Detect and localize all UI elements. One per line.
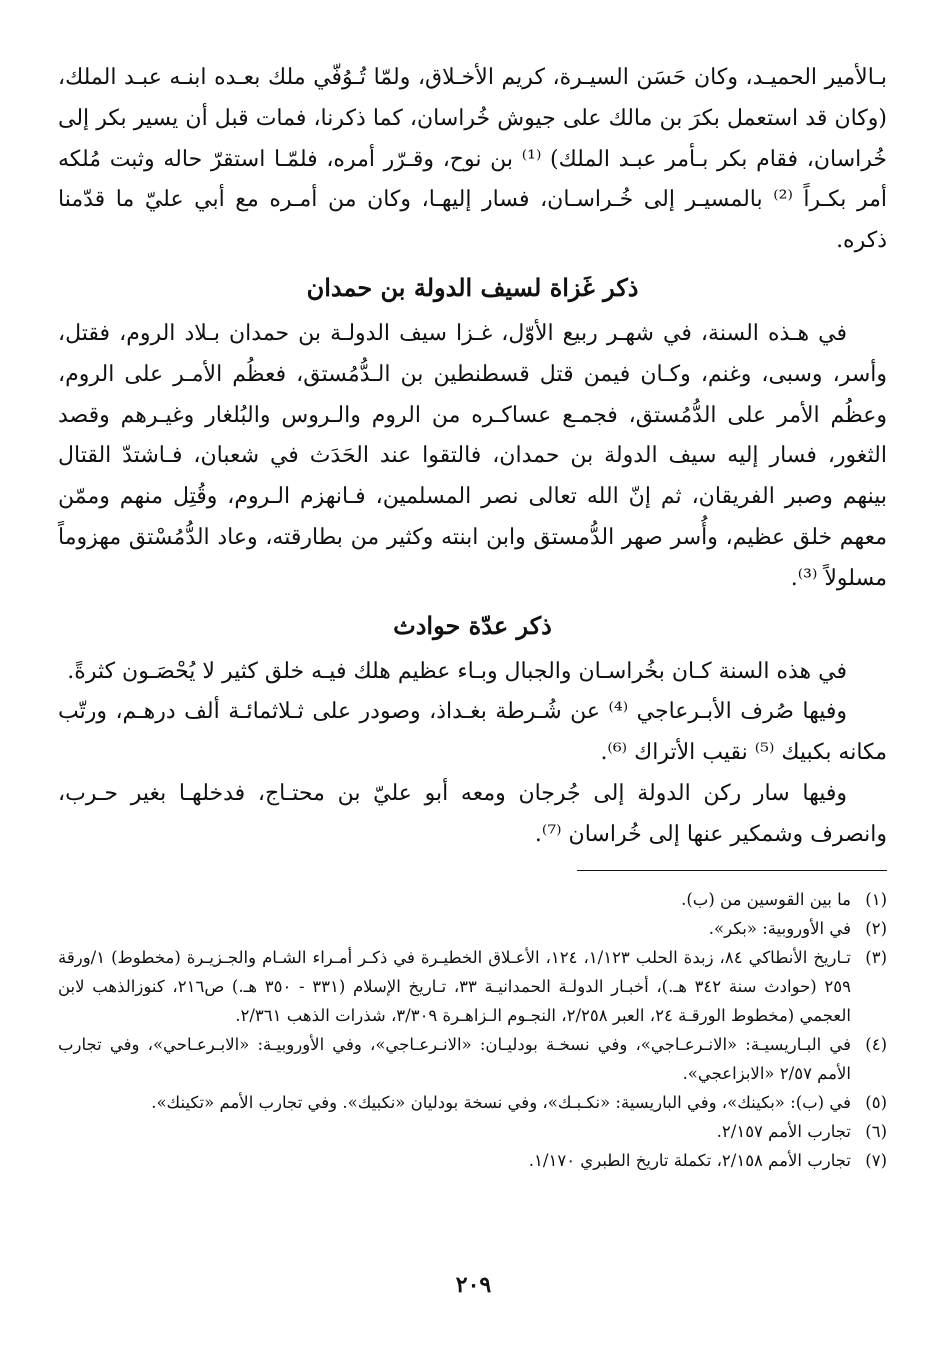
section-heading-saif-al-dawla-raid: ذكر غَزاة لسيف الدولة بن حمدان — [306, 272, 639, 302]
footnote-text: تـاريخ الأنطاكي ٨٤، زبدة الحلب ١/١٢٣، ١٢٤، الأعـلاق الخطيـرة في ذكـر أمـراء الشـام والجـزيـرة (مخطوط) ١/ورقة ٢٥٩ (حوادث سنة ٣٤٢ هـ.)، أخبـار الدولـة الحمدانيـة ٣٣، تـاريخ الإسلام (٣٣١ - ٣٥٠ هـ.) ص٢١٦، كنوزالذهب لابن العجمي (مخطوط الورقـة ٢٤، العبر ٢/٢٥٨، النجـوم الـزاهـرة ٣/٣٠٩، شذرات الذهب ٢/٣٦١. — [58, 947, 851, 1025]
footnote-text: في (ب): «بكينك»، وفي الباريسية: «نكـبـك»، وفي نسخة بودليان «نكبيك». وفي تجارب الأمم «تكينك». — [151, 1092, 851, 1112]
events-paragraph-3: وفيها سار ركن الدولة إلى جُرجان ومعه أبو عليّ بن محتـاج، فدخلهـا بغير حـرب، وانصرف وشمكير عنها إلى خُراسان ⁽⁷⁾. — [58, 780, 887, 847]
section-paragraph-raid: في هـذه السنة، في شهـر ربيع الأوّل، غـزا سيف الدولـة بن حمدان بـلاد الروم، فقتل، وأسر، وسبى، وغنم، وكـان فيمن قتل قسطنطين بن الـدُّمُستق، فعظُم الأمـر على الروم، وعظُم الأمر على الدُّمُستق، فجمـع عساكـره من الروم والـروس والبُلغار وغيـرهم وقصد الثغور، فسار إليه سيف الدولة بن حمدان، فالتقوا عند الحَدَث في شعبان، فـاشتدّ القتال بينهم وصبر الفريقان، ثم إنّ الله تعالى نصر المسلمين، فـانهزم الـروم، وقُتِل منهم وممّن معهم خلق عظيم، وأُسر صهر الدُّمستق وابن ابنته وكثير من بطارقته، وعاد الدُّمُسْتق مهزوماً مسلولاً ⁽³⁾. — [58, 320, 887, 591]
footnote-number: (١) — [865, 889, 887, 909]
page-number: ٢٠٩ — [455, 1272, 492, 1298]
footnote-item — [58, 1146, 887, 1175]
footnote-number: (٤) — [865, 1034, 887, 1054]
footnote-text: ما بين القوسين من (ب). — [681, 889, 851, 909]
footnote-text: تجارب الأمم ٢/١٥٧. — [716, 1121, 851, 1141]
footnote-number: (٢) — [865, 918, 887, 938]
footnote-text: تجارب الأمم ٢/١٥٨، تكملة تاريخ الطبري ١/١٧٠. — [528, 1150, 851, 1170]
footnote-number: (٣) — [865, 947, 887, 967]
footnote-separator — [577, 870, 887, 871]
footnote-number: (٥) — [865, 1092, 887, 1112]
footnote-text: في البـاريسيـة: «الانـرعـاجي»، وفي نسخـة بودليـان: «الانـرعـاجي»، وفي الأوروبيـة: «الابـرعـاحي»، وفي تجارب الأمم ٢/٥٧ «الابزاعجي». — [58, 1034, 851, 1083]
footnote-item — [58, 1088, 887, 1117]
footnote-item — [58, 914, 887, 943]
opening-paragraph: بـالأمير الحميـد، وكان حَسَن السيـرة، كريم الأخـلاق، ولمّا تُـوُفّي ملك بعـده ابنـه عبـد الملك، (وكان قد استعمل بكرَ بن مالك على جيوش خُراسان، كما ذكرنا، فمات قبل أن يسير بكر إلى خُراسان، فقام بكر بـأمر عبـد الملك) ⁽¹⁾ بن نوح، وقـرّر أمره، فلمّـا استقرّ حاله وثبت مُلكه أمر بكـراً ⁽²⁾ بالمسيـر إلى خُـراسـان، فسار إليهـا، وكان من أمـره مع أبي عليّ ما قدّمنا ذكره. — [58, 65, 887, 254]
footnote-text: في الأوروبية: «بكر». — [708, 918, 851, 938]
footnote-number: (٧) — [865, 1150, 887, 1170]
footnote-item — [58, 1117, 887, 1146]
footnote-item — [58, 943, 887, 1030]
footnote-item — [58, 885, 887, 914]
footnote-item — [58, 1030, 887, 1088]
footnotes-list — [58, 885, 887, 1175]
section-heading-events: ذكر عدّة حوادث — [393, 610, 552, 640]
events-paragraph-1: في هذه السنة كـان بخُراسـان والجبال وبـاء عظيم هلك فيـه خلق كثير لا يُحْصَـون كثرةً. — [67, 658, 847, 684]
footnote-number: (٦) — [865, 1121, 887, 1141]
events-paragraph-2: وفيها صُرف الأبـرعاجي ⁽⁴⁾ عن شُـرطة بغـداذ، وصودر على ثـلاثمائـة ألف درهـم، ورتّب مكانه بكبيك ⁽⁵⁾ نقيب الأتراك ⁽⁶⁾. — [58, 699, 887, 766]
